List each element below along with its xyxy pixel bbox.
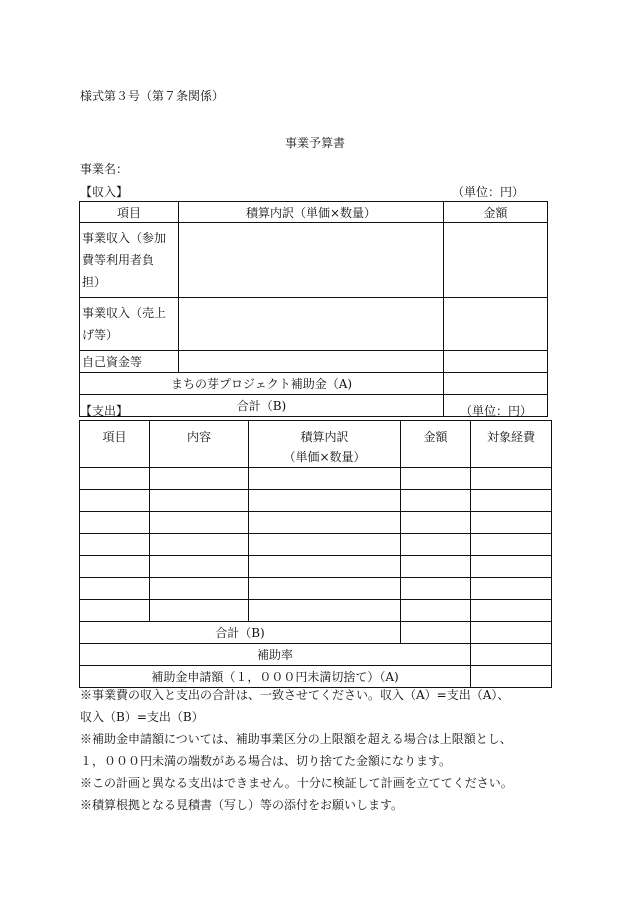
income-row xyxy=(80,351,548,373)
income-total-label: 合計（B) xyxy=(80,395,444,417)
income-breakdown-cell[interactable] xyxy=(179,351,444,373)
expense-col-item: 項目 xyxy=(80,421,150,468)
income-amount-cell[interactable] xyxy=(444,223,548,298)
income-amount-cell[interactable] xyxy=(444,351,548,373)
note-line-5: ※この計画と異なる支出はできません。十分に検証して計画を立ててください。 xyxy=(80,776,513,790)
expense-total-eligible-cell[interactable] xyxy=(471,622,552,644)
expense-row xyxy=(80,490,552,512)
income-col-breakdown: 積算内訳（単価×数量） xyxy=(179,202,444,223)
income-breakdown-cell[interactable] xyxy=(179,298,444,351)
income-item-3: 自己資金等 xyxy=(80,351,179,373)
expense-rate-label: 補助率 xyxy=(80,644,471,666)
expense-table xyxy=(79,420,552,688)
expense-col-breakdown: 積算内訳 （単価×数量） xyxy=(249,421,401,468)
project-name-label: 事業名： xyxy=(80,162,129,176)
expense-row xyxy=(80,468,552,490)
income-col-amount: 金額 xyxy=(444,202,548,223)
income-breakdown-cell[interactable] xyxy=(179,223,444,298)
expense-col-content: 内容 xyxy=(150,421,249,468)
income-row xyxy=(80,223,548,298)
note-line-1: ※事業費の収入と支出の合計は、一致させてください。収入（A）=支出（A）、 xyxy=(80,688,510,702)
expense-section-label: 【支出】 xyxy=(80,404,129,418)
expense-row xyxy=(80,512,552,534)
note-line-2: 収入（B）=支出（B） xyxy=(80,710,204,724)
income-subsidy-amount-cell[interactable] xyxy=(444,373,548,395)
income-amount-cell[interactable] xyxy=(444,298,548,351)
income-table xyxy=(79,201,548,417)
expense-total-label: 合計（B) xyxy=(80,622,401,644)
expense-row xyxy=(80,556,552,578)
income-row xyxy=(80,298,548,351)
expense-apply-label: 補助金申請額（１，０００円未満切捨て）（A) xyxy=(80,666,471,688)
expense-apply-cell[interactable] xyxy=(471,666,552,688)
note-line-3: ※補助金申請額については、補助事業区分の上限額を超える場合は上限額とし、 xyxy=(80,732,512,746)
document-title: 事業予算書 xyxy=(284,136,345,150)
note-line-4: １，０００円未満の端数がある場合は、切り捨てた金額になります。 xyxy=(80,754,452,768)
income-subsidy-label: まちの芽プロジェクト補助金（A) xyxy=(80,373,444,395)
income-item-1: 事業収入（参加 費等利用者負 担） xyxy=(80,223,179,298)
form-number: 様式第３号（第７条関係） xyxy=(80,89,225,103)
expense-total-amount-cell[interactable] xyxy=(401,622,471,644)
expense-row xyxy=(80,578,552,600)
income-item-2: 事業収入（売上 げ等） xyxy=(80,298,179,351)
expense-col-eligible: 対象経費 xyxy=(471,421,552,468)
expense-col-amount: 金額 xyxy=(401,421,471,468)
income-section-label: 【収入】 xyxy=(80,185,129,199)
income-col-item: 項目 xyxy=(80,202,179,223)
income-unit-label: （単位：円） xyxy=(452,185,525,199)
expense-row xyxy=(80,534,552,556)
note-line-6: ※積算根拠となる見積書（写し）等の添付をお願いします。 xyxy=(80,798,404,812)
expense-row xyxy=(80,600,552,622)
expense-rate-cell[interactable] xyxy=(471,644,552,666)
expense-unit-label: （単位：円） xyxy=(460,404,533,418)
